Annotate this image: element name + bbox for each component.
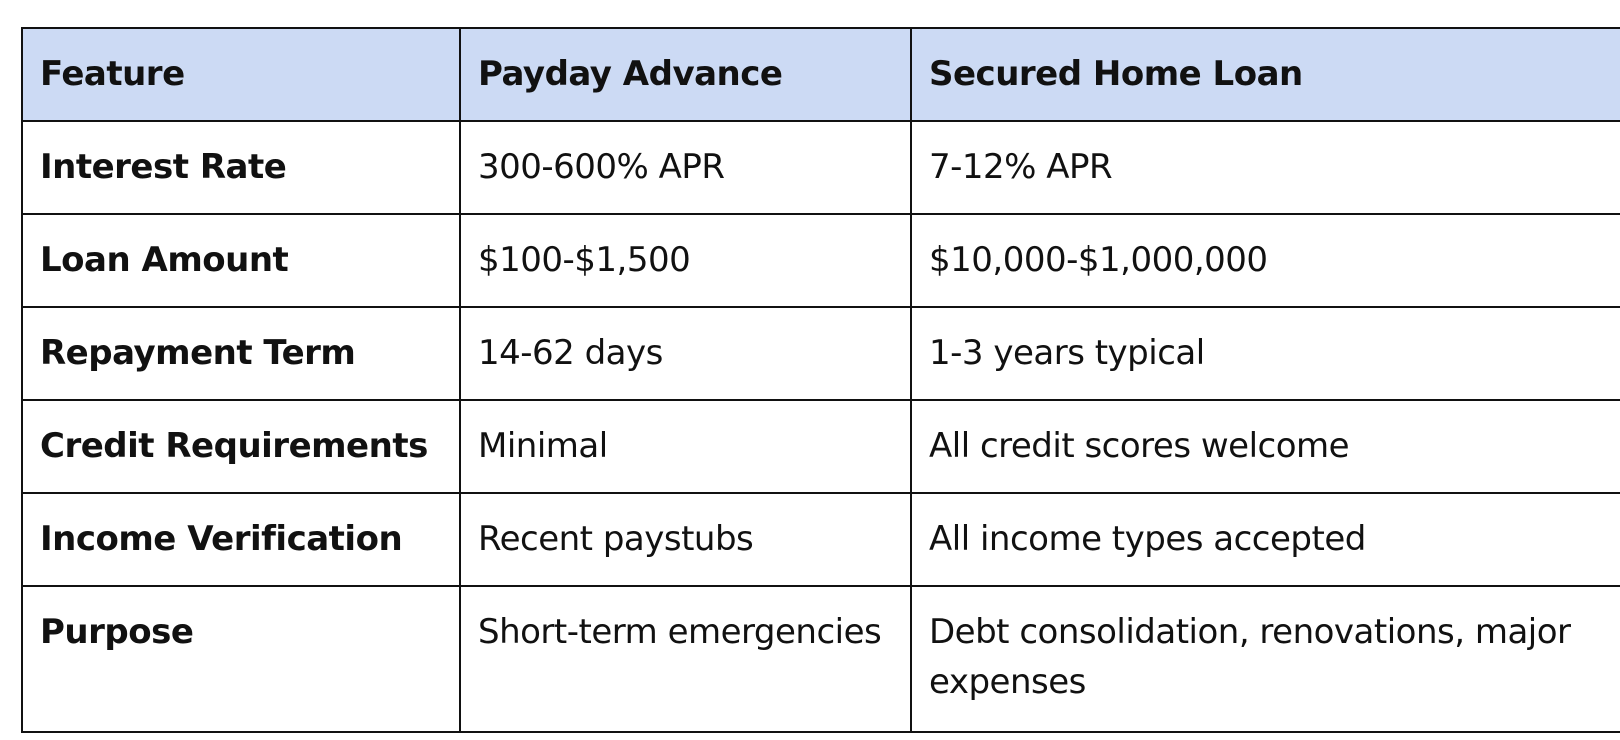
- cell-secured-home-loan: 7-12% APR: [911, 121, 1620, 214]
- loan-comparison-table: [21, 27, 1620, 733]
- row-label-repayment-term: Repayment Term: [22, 307, 460, 400]
- table-row: [22, 214, 1620, 307]
- table-row: [22, 586, 1620, 732]
- cell-payday-advance: Recent paystubs: [460, 493, 911, 586]
- table-row: [22, 400, 1620, 493]
- cell-secured-home-loan: Debt consolidation, renovations, major expenses: [911, 586, 1620, 732]
- header-feature: Feature: [22, 28, 460, 121]
- header-row: [22, 28, 1620, 121]
- cell-secured-home-loan: $10,000-$1,000,000: [911, 214, 1620, 307]
- table-body: [22, 121, 1620, 732]
- table-row: [22, 307, 1620, 400]
- header-secured-home-loan: Secured Home Loan: [911, 28, 1620, 121]
- cell-payday-advance: 14-62 days: [460, 307, 911, 400]
- row-label-credit-requirements: Credit Requirements: [22, 400, 460, 493]
- cell-secured-home-loan: All credit scores welcome: [911, 400, 1620, 493]
- header-payday-advance: Payday Advance: [460, 28, 911, 121]
- row-label-loan-amount: Loan Amount: [22, 214, 460, 307]
- cell-payday-advance: Minimal: [460, 400, 911, 493]
- row-label-income-verification: Income Verification: [22, 493, 460, 586]
- row-label-purpose: Purpose: [22, 586, 460, 732]
- cell-payday-advance: Short-term emergencies: [460, 586, 911, 732]
- table-row: [22, 493, 1620, 586]
- row-label-interest-rate: Interest Rate: [22, 121, 460, 214]
- table-row: [22, 121, 1620, 214]
- table-header: [22, 28, 1620, 121]
- cell-payday-advance: $100-$1,500: [460, 214, 911, 307]
- cell-payday-advance: 300-600% APR: [460, 121, 911, 214]
- cell-secured-home-loan: All income types accepted: [911, 493, 1620, 586]
- cell-secured-home-loan: 1-3 years typical: [911, 307, 1620, 400]
